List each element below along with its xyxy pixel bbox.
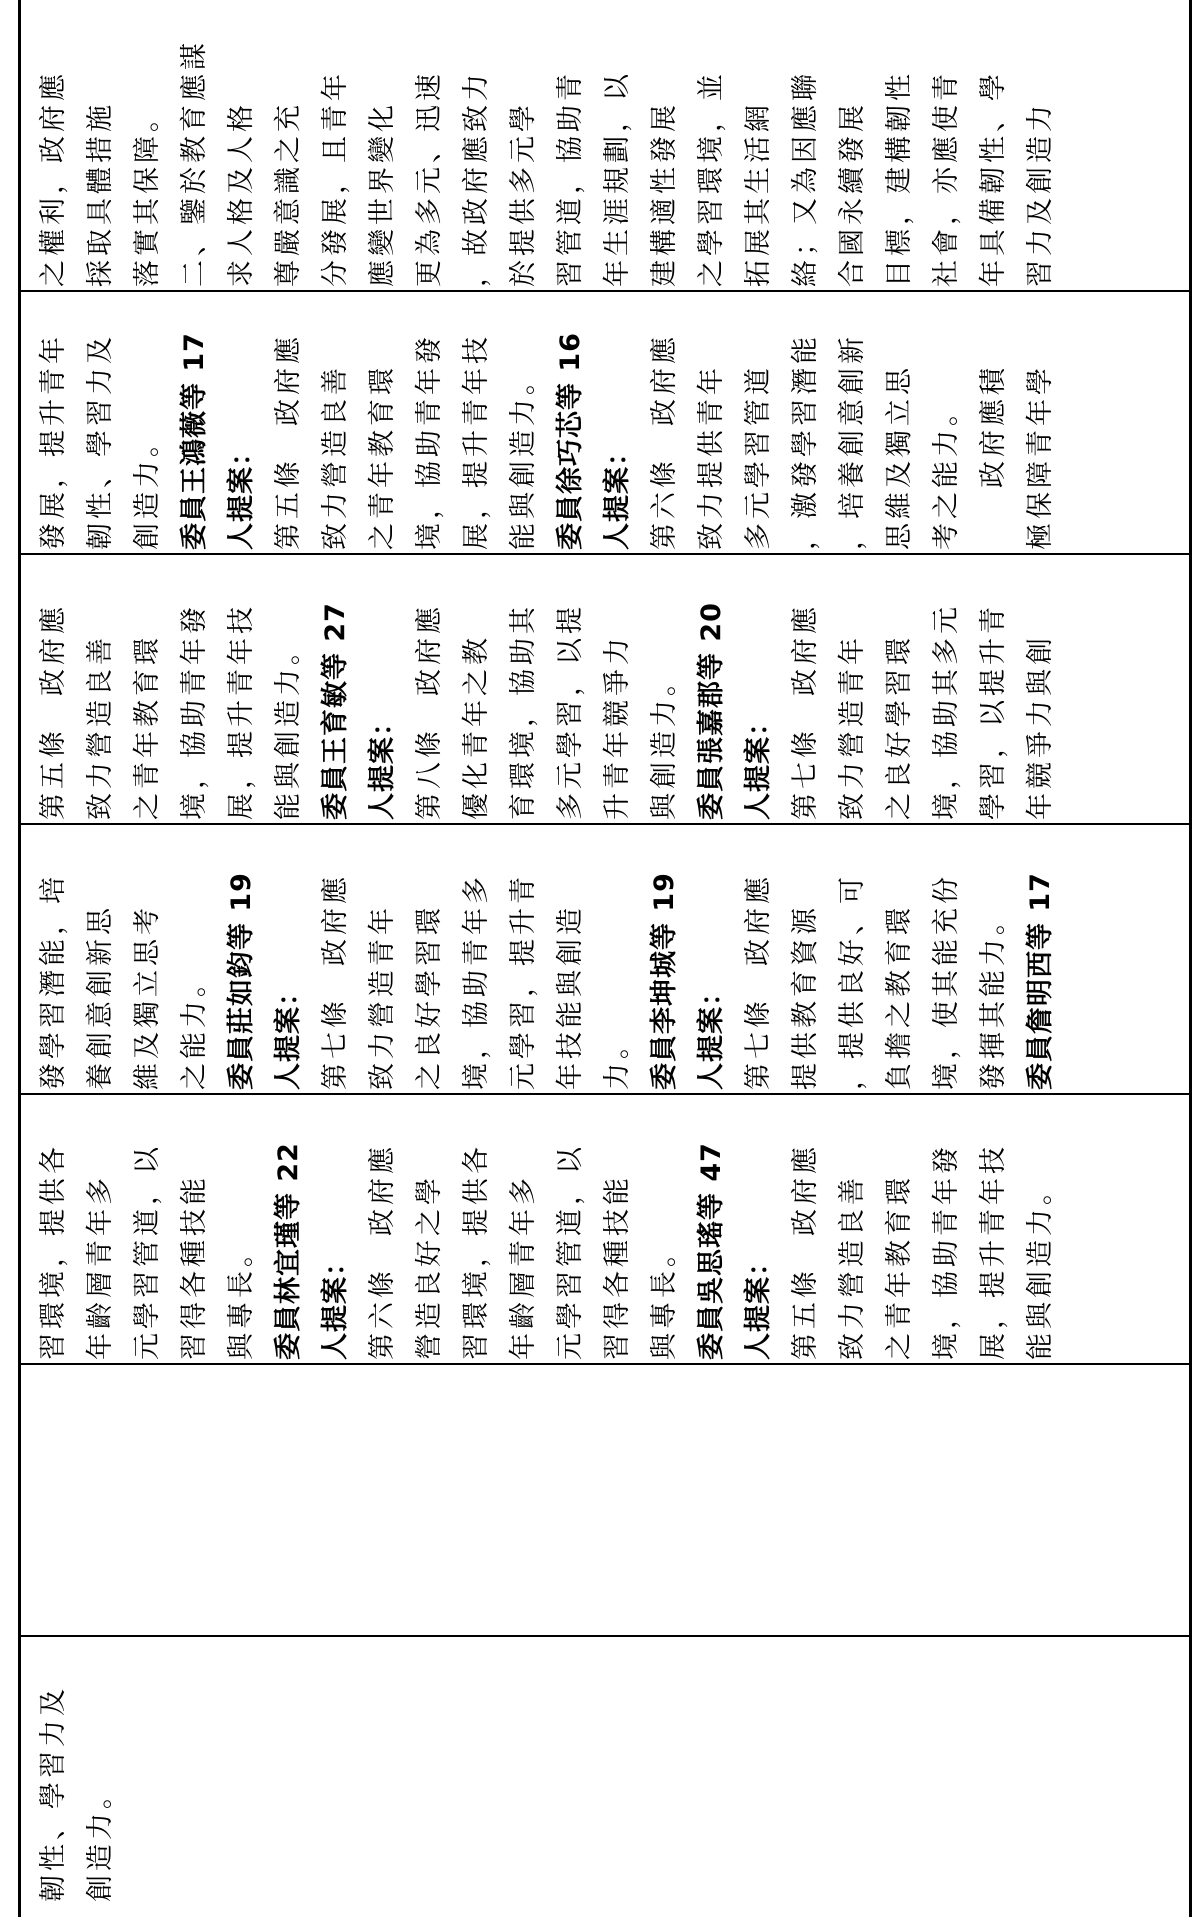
text-line: 負擔之教育環 — [884, 904, 915, 1090]
proposer-line: 人提案： — [743, 1248, 774, 1360]
text-line: 應變世界變化 — [367, 101, 398, 287]
text-line: 優化青年之教 — [461, 634, 492, 820]
text-line: 境，協助其多元 — [931, 603, 962, 820]
text-line: 之能力。 — [179, 966, 210, 1090]
text-line: 年齡層青年多 — [508, 1174, 539, 1360]
text-line: 尊嚴意識之充 — [273, 101, 304, 287]
text-line: 育環境，協助其 — [508, 603, 539, 820]
text-line: 分發展，且青年 — [320, 70, 351, 287]
text-line: 能與創造力。 — [273, 634, 304, 820]
text-line: 年競爭力與創 — [1025, 634, 1056, 820]
text-line: 提供教育資源 — [790, 904, 821, 1090]
text-line: ，激發學習潛能 — [790, 333, 821, 550]
proposer-line: 委員吳思瑤等 47 — [696, 1142, 727, 1360]
text-line: 之權利，政府應 — [38, 70, 69, 287]
text-line: 致力營造良善 — [85, 634, 116, 820]
text-line: 致力營造良善 — [837, 1174, 868, 1360]
text-line: 元學習管道，以 — [555, 1143, 586, 1360]
column-divider-5 — [18, 553, 1192, 555]
proposer-line: 人提案： — [367, 708, 398, 820]
text-line: 元學習，提升青 — [508, 873, 539, 1090]
column-divider-3 — [18, 1093, 1192, 1095]
proposer-line: 人提案： — [696, 978, 727, 1090]
proposer-line: 人提案： — [743, 708, 774, 820]
text-line: 習力及創造力 — [1025, 101, 1056, 287]
column-3 — [0, 830, 1204, 1090]
text-line: 第七條 政府應 — [790, 603, 821, 820]
text-line: 習得各種技能 — [602, 1174, 633, 1360]
proposer-line: 委員徐巧芯等 16 — [555, 332, 586, 550]
text-line: 年生涯規劃，以 — [602, 70, 633, 287]
text-line: 第六條 政府應 — [649, 333, 680, 550]
text-line: 之青年教育環 — [132, 634, 163, 820]
text-line: 第七條 政府應 — [320, 873, 351, 1090]
text-line: 年具備韌性、學 — [978, 70, 1009, 287]
text-line: 拓展其生活網 — [743, 101, 774, 287]
text-line: ，提供良好、可 — [837, 873, 868, 1090]
text-line: 合國永續發展 — [837, 101, 868, 287]
text-line: 致力營造青年 — [367, 904, 398, 1090]
text-line: 能與創造力。 — [1025, 1174, 1056, 1360]
proposer-line: 人提案： — [320, 1248, 351, 1360]
column-divider-4 — [18, 823, 1192, 825]
text-line: 考之能力。 — [931, 395, 962, 550]
text-line: 年齡層青年多 — [85, 1174, 116, 1360]
text-line: 習得各種技能 — [179, 1174, 210, 1360]
column-6 — [0, 27, 1204, 287]
text-line: 創造力。 — [85, 1778, 116, 1902]
text-line: 年技能與創造 — [555, 904, 586, 1090]
text-line: 發展，提升青年 — [38, 333, 69, 550]
column-divider-1 — [18, 1635, 1192, 1637]
text-line: 更為多元、迅速 — [414, 70, 445, 287]
text-line: 多元學習，以提 — [555, 603, 586, 820]
text-line: 展，提升青年技 — [978, 1143, 1009, 1360]
text-line: 韌性、學習力及 — [85, 333, 116, 550]
text-line: 維及獨立思考 — [132, 904, 163, 1090]
text-line: 之良好學習環 — [884, 634, 915, 820]
text-line: 於提供多元學 — [508, 101, 539, 287]
text-line: 習環境，提供各 — [461, 1143, 492, 1360]
proposer-line: 委員詹明西等 17 — [1025, 872, 1056, 1090]
text-line: 與專長。 — [226, 1236, 257, 1360]
text-line: 境，協助青年多 — [461, 873, 492, 1090]
column-1 — [0, 1662, 1204, 1902]
text-line: ，故政府應致力 — [461, 70, 492, 287]
text-line: 致力營造青年 — [837, 634, 868, 820]
text-line: 境，協助青年發 — [414, 333, 445, 550]
proposer-line: 委員莊如鈞等 19 — [226, 872, 257, 1090]
text-line: 思維及獨立思 — [884, 364, 915, 550]
text-line: 落實其保障。 — [132, 101, 163, 287]
text-line: 能與創造力。 — [508, 364, 539, 550]
text-line: 之青年教育環 — [367, 364, 398, 550]
text-line: 二、鑒於教育應謀 — [179, 39, 210, 287]
text-line: 境，使其能充份 — [931, 873, 962, 1090]
text-line: 社會，亦應使青 — [931, 70, 962, 287]
text-line: ，培養創意創新 — [837, 333, 868, 550]
text-line: 極保障青年學 — [1025, 364, 1056, 550]
text-line: 目標，建構韌性 — [884, 70, 915, 287]
text-line: 求人格及人格 — [226, 101, 257, 287]
text-line: 養創意創新思 — [85, 904, 116, 1090]
text-line: 第五條 政府應 — [38, 603, 69, 820]
text-line: 致力營造良善 — [320, 364, 351, 550]
proposer-line: 委員林宜瑾等 22 — [273, 1142, 304, 1360]
proposer-line: 人提案： — [273, 978, 304, 1090]
text-line: 第八條 政府應 — [414, 603, 445, 820]
text-line: 多元學習管道 — [743, 364, 774, 550]
text-line: 創造力。 — [132, 426, 163, 550]
text-line: 發揮其能力。 — [978, 904, 1009, 1090]
text-line: 絡；又為因應聯 — [790, 70, 821, 287]
text-line: 境，協助青年發 — [931, 1143, 962, 1360]
text-line: 營造良好之學 — [414, 1174, 445, 1360]
proposer-line: 委員王鴻薇等 17 — [179, 332, 210, 550]
text-line: 展，提升青年技 — [461, 333, 492, 550]
text-line: 致力提供青年 — [696, 364, 727, 550]
column-2 — [0, 1100, 1204, 1360]
text-line: 與創造力。 — [649, 665, 680, 820]
text-line: 升青年競爭力 — [602, 634, 633, 820]
column-5 — [0, 290, 1204, 550]
proposer-line: 委員張嘉郡等 20 — [696, 602, 727, 820]
text-line: 展，提升青年技 — [226, 603, 257, 820]
text-line: 第六條 政府應 — [367, 1143, 398, 1360]
text-line: 力。 — [602, 1028, 633, 1090]
text-line: 之青年教育環 — [884, 1174, 915, 1360]
text-line: 韌性、學習力及 — [38, 1685, 69, 1902]
text-line: 第七條 政府應 — [743, 873, 774, 1090]
text-line: 第五條 政府應 — [790, 1143, 821, 1360]
text-line: 與專長。 — [649, 1236, 680, 1360]
text-line: 習環境，提供各 — [38, 1143, 69, 1360]
proposer-line: 人提案： — [226, 438, 257, 550]
column-divider-2 — [18, 1363, 1192, 1365]
text-line: 發學習潛能，培 — [38, 873, 69, 1090]
proposer-line: 人提案： — [602, 438, 633, 550]
column-4 — [0, 560, 1204, 820]
text-line: 元學習管道，以 — [132, 1143, 163, 1360]
proposer-line: 委員李坤城等 19 — [649, 872, 680, 1090]
text-line: 習管道，協助青 — [555, 70, 586, 287]
text-line: 之良好學習環 — [414, 904, 445, 1090]
text-line: 建構適性發展 — [649, 101, 680, 287]
text-line: 學習，以提升青 — [978, 603, 1009, 820]
text-line: 之學習環境，並 — [696, 70, 727, 287]
text-line: 境，協助青年發 — [179, 603, 210, 820]
text-line: 第五條 政府應 — [273, 333, 304, 550]
text-line: 政府應積 — [978, 364, 1009, 550]
proposer-line: 委員王育敏等 27 — [320, 602, 351, 820]
text-line: 採取具體措施 — [85, 101, 116, 287]
